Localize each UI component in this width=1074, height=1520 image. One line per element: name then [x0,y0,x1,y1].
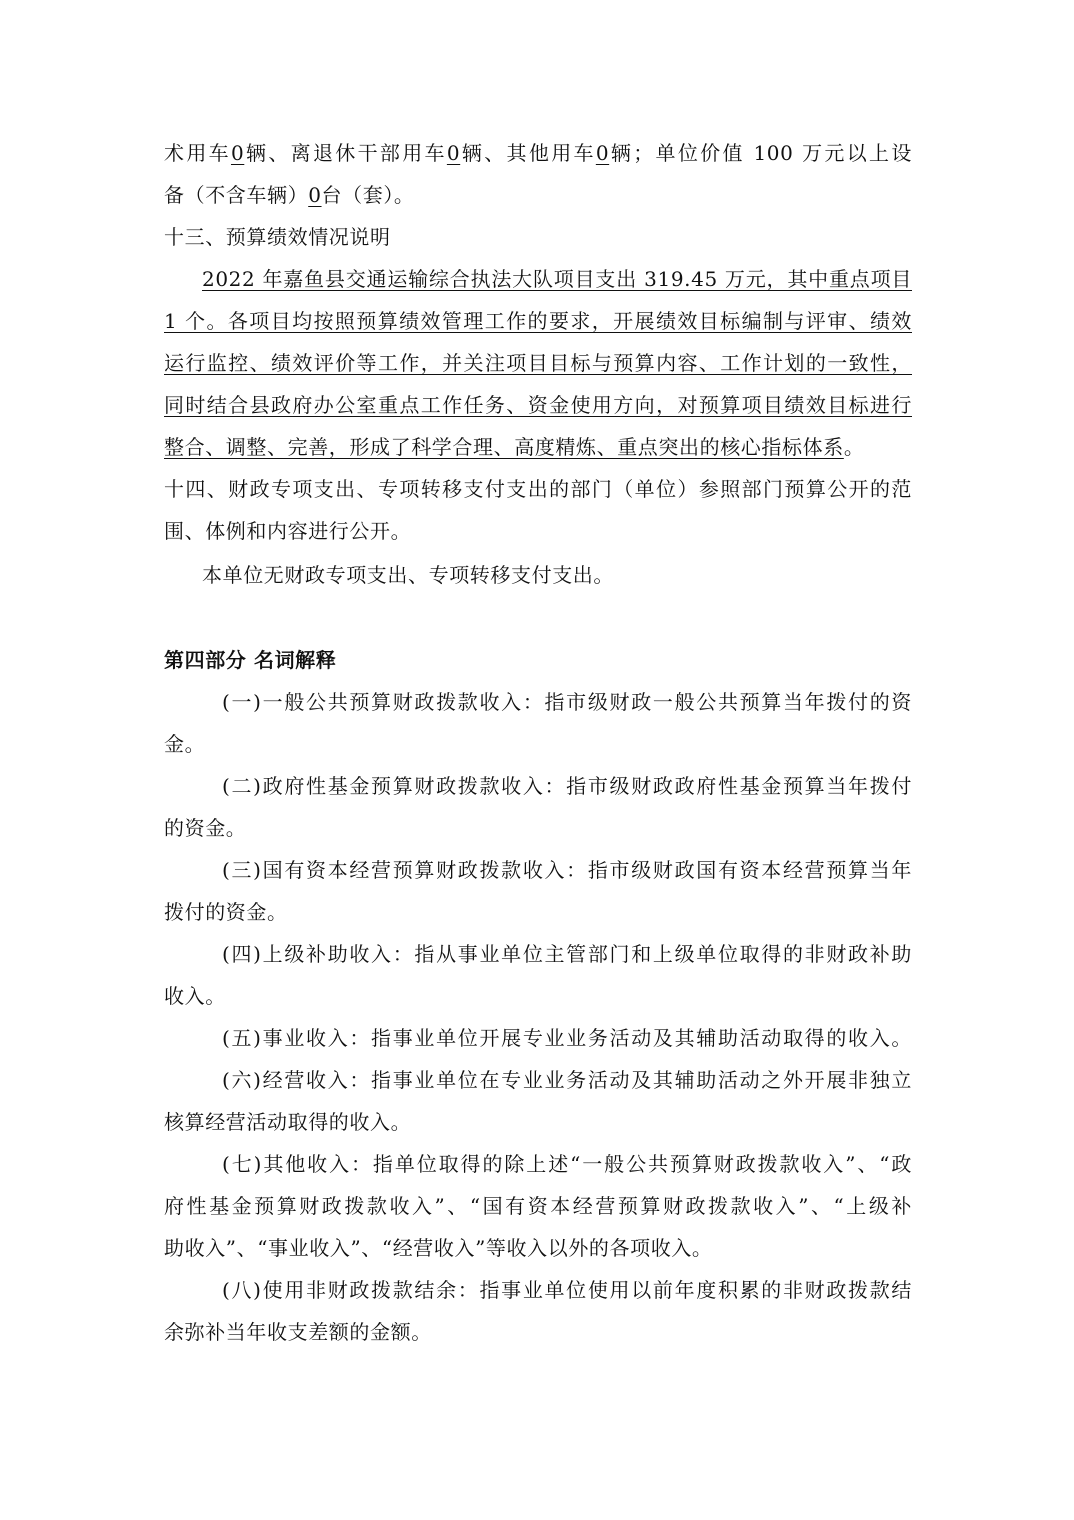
text-segment: 辆、其他用车 [460,141,596,165]
text-segment: 。 [843,435,865,459]
vehicle-count-value: 0 [446,141,461,165]
definition-line: (二)政府性基金预算财政拨款收入：指市级财政政府性基金预算当年拨付 [222,774,912,798]
definition-line: 府性基金预算财政拨款收入”、“国有资本经营预算财政拨款收入”、“上级补 [164,1194,912,1218]
vehicle-count-value: 0 [595,141,610,165]
performance-paragraph-line: 运行监控、绩效评价等工作，并关注项目目标与预算内容、工作计划的一致性， [164,351,912,375]
vehicle-line-2 [164,181,415,209]
text-segment: 整合、调整、完善，形成了科学合理、高度精炼、重点突出的核心指标体系 [164,435,844,459]
vehicle-count-value: 0 [230,141,245,165]
performance-paragraph-line: 1 个。各项目均按照预算绩效管理工作的要求，开展绩效目标编制与评审、绩效 [164,309,912,333]
definition-line: 收入。 [164,984,226,1008]
definition-line: 金。 [164,732,206,756]
part-4-heading: 第四部分 名词解释 [164,648,337,672]
definition-line: (一)一般公共预算财政拨款收入：指市级财政一般公共预算当年拨付的资 [222,690,912,714]
text-segment: 辆；单位价值 100 万元以上设 [609,141,912,165]
section-14-title-line: 围、体例和内容进行公开。 [164,519,412,543]
definition-line: (六)经营收入：指事业单位在专业业务活动及其辅助活动之外开展非独立 [222,1068,912,1092]
text-segment: 备（不含车辆） [164,183,309,207]
definition-line: 余弥补当年收支差额的金额。 [164,1320,432,1344]
definition-line: (四)上级补助收入：指从事业单位主管部门和上级单位取得的非财政补助 [222,942,912,966]
text-segment: 台（套）。 [321,183,415,207]
definition-line: (三)国有资本经营预算财政拨款收入：指市级财政国有资本经营预算当年 [222,858,912,882]
vehicle-line-1 [164,139,912,167]
section-14-title-line: 十四、财政专项支出、专项转移支付支出的部门（单位）参照部门预算公开的范 [164,477,912,501]
text-segment: 辆、离退休干部用车 [244,141,447,165]
definition-line: 的资金。 [164,816,247,840]
definition-line: 拨付的资金。 [164,900,288,924]
performance-paragraph-line: 同时结合县政府办公室重点工作任务、资金使用方向，对预算项目绩效目标进行 [164,393,912,417]
definition-line: (五)事业收入：指事业单位开展专业业务活动及其辅助活动取得的收入。 [222,1026,912,1050]
text-segment: 术用车 [164,141,231,165]
definition-line: 助收入”、“事业收入”、“经营收入”等收入以外的各项收入。 [164,1236,713,1260]
section-13-title: 十三、预算绩效情况说明 [164,225,391,249]
definition-line: (七)其他收入：指单位取得的除上述“一般公共预算财政拨款收入”、“政 [222,1152,912,1176]
performance-paragraph-line: 2022 年嘉鱼县交通运输综合执法大队项目支出 319.45 万元，其中重点项目 [202,267,912,291]
equipment-count-value: 0 [308,183,322,207]
definition-line: 核算经营活动取得的收入。 [164,1110,412,1134]
definition-line: (八)使用非财政拨款结余：指事业单位使用以前年度积累的非财政拨款结 [222,1278,912,1302]
section-14-body: 本单位无财政专项支出、专项转移支付支出。 [202,563,614,587]
performance-paragraph-line [164,433,864,461]
